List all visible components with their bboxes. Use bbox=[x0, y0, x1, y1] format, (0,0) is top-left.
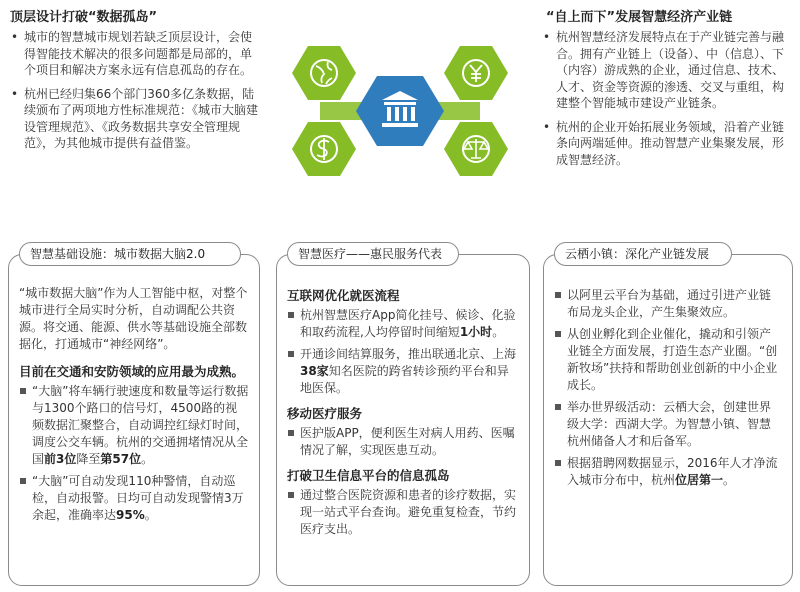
card-subheading: 移动医疗服务 bbox=[287, 406, 363, 421]
dollar-icon bbox=[292, 122, 356, 176]
card-list bbox=[287, 425, 519, 459]
globe-icon bbox=[292, 46, 356, 100]
list-item: 医护版APP，便利医生对病人用药、医嘱情况了解，实现医患互动。 bbox=[287, 425, 519, 459]
list-item: 从创业孵化到企业催化，撬动和引领产业链全方面发展，打造生态产业圈。“创新牧场”扶持和帮助创业创新的中小企业成长。 bbox=[554, 326, 782, 394]
smart-infrastructure-card bbox=[8, 247, 260, 586]
list-item: • 杭州智慧经济发展特点在于产业链完善与融合。拥有产业链上（设备）、中（信息）、下（内容）游成熟的企业，通过信息、技术、人才、资金等资源的渗透、交叉与重组，构建整个智能城市建设产业链条。 bbox=[542, 29, 792, 112]
card-tab-label: 智慧医疗——惠民服务代表 bbox=[287, 242, 459, 266]
list-item: “大脑”将车辆行驶速度和数量等运行数据与1300个路口的信号灯，4500路的视频数据汇聚整合，自动调控红绿灯时间，调度公交车辆。杭州的交通拥堵情况从全国前3位降至第57位。 bbox=[19, 383, 249, 468]
left-section-title: 顶层设计打破“数据孤岛” bbox=[10, 10, 158, 25]
list-item: 举办世界级活动：云栖大会，创建世界级大学：西湖大学。为智慧小镇、智慧杭州储备人才和后备军。 bbox=[554, 399, 782, 450]
list-item: “大脑”可自动发现110种警情，自动巡检，自动报警。日均可自动发现警情3万余起，准确率达95%。 bbox=[19, 473, 249, 524]
card-subheading: 目前在交通和安防领域的应用最为成熟。 bbox=[19, 364, 245, 379]
card-list bbox=[19, 383, 249, 524]
right-bullet-list bbox=[542, 29, 792, 175]
card-list bbox=[554, 287, 782, 489]
hexagon-icon-cluster bbox=[280, 36, 520, 186]
card-subheading: 打破卫生信息平台的信息孤岛 bbox=[287, 468, 450, 483]
list-item: • 杭州的企业开始拓展业务领域，沿着产业链条向两端延伸。推动智慧产业集聚发展，形成智慧经济。 bbox=[542, 119, 792, 169]
list-item: • 城市的智慧城市规划若缺乏顶层设计，会使得智能技术解决的很多问题都是局部的，单个项目和解决方案永远有信息孤岛的存在。 bbox=[10, 29, 258, 79]
card-tab-label: 智慧基础设施：城市数据大脑2.0 bbox=[19, 242, 241, 266]
list-item: 通过整合医院资源和患者的诊疗数据，实现一站式平台查询。避免重复检查，节约医疗支出。 bbox=[287, 487, 519, 538]
yunqi-town-card bbox=[543, 247, 793, 586]
scales-icon bbox=[444, 122, 508, 176]
list-item: 根据猎聘网数据显示，2016年人才净流入城市分布中，杭州位居第一。 bbox=[554, 455, 782, 489]
list-item: 以阿里云平台为基础，通过引进产业链布局龙头企业，产生集聚效应。 bbox=[554, 287, 782, 321]
list-item: • 杭州已经归集66个部门360多亿条数据，陆续颁布了两项地方性标准规范：《城市大脑建设管理规范》、《政务数据共享安全管理规范》，为其他城市提供有益借鉴。 bbox=[10, 86, 258, 152]
card-intro-text: “城市数据大脑”作为人工智能中枢，对整个城市进行全局实时分析，自动调配公共资源。将交通、能源、供水等基础设施全部数据化，打通城市“神经网络”。 bbox=[19, 286, 248, 351]
card-list bbox=[287, 487, 519, 538]
card-subheading: 互联网优化就医流程 bbox=[287, 288, 400, 303]
smart-healthcare-card bbox=[276, 247, 530, 586]
card-tab-label: 云栖小镇：深化产业链发展 bbox=[554, 242, 732, 266]
list-item: 杭州智慧医疗App简化挂号、候诊、化验和取药流程,人均停留时间缩短1小时。 bbox=[287, 307, 519, 341]
government-building-icon bbox=[356, 76, 444, 146]
card-list bbox=[287, 307, 519, 397]
right-section-title: “自上而下”发展智慧经济产业链 bbox=[546, 10, 733, 25]
yuan-icon bbox=[444, 46, 508, 100]
left-bullet-list bbox=[10, 29, 258, 159]
list-item: 开通诊间结算服务，推出联通北京、上海38家知名医院的跨省转诊预约平台和异地医保。 bbox=[287, 346, 519, 397]
